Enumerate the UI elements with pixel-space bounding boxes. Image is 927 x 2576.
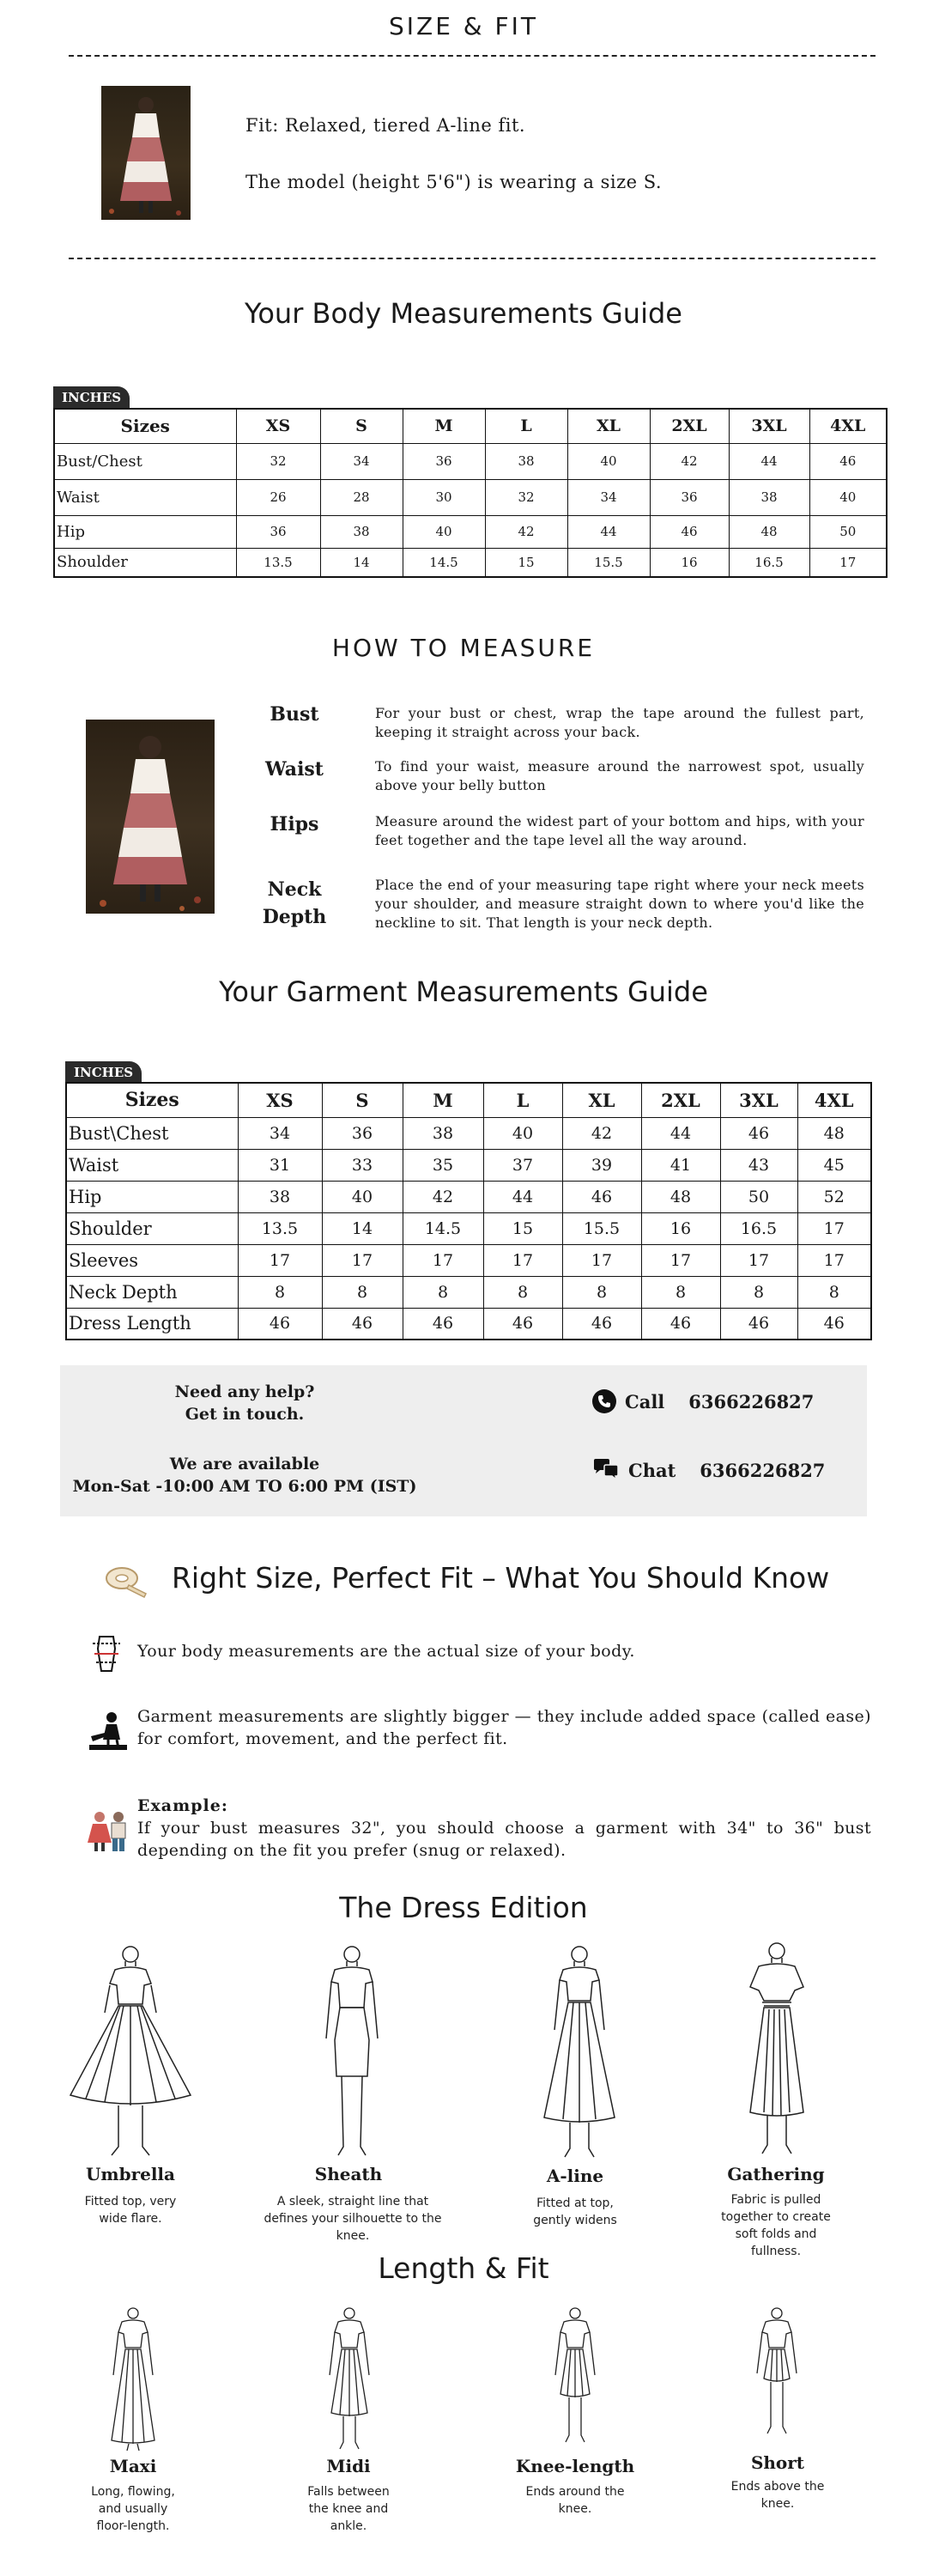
table-cell: 42 [485,515,567,548]
table-cell: 43 [720,1149,797,1181]
table-cell: 14 [320,548,403,577]
divider-bottom [69,258,876,259]
product-thumbnail[interactable] [101,86,191,220]
column-header: L [483,1083,562,1117]
table-cell: 46 [562,1181,641,1212]
table-cell: 30 [403,479,485,515]
chat-number[interactable]: 6366226827 [700,1459,826,1481]
chat-icon [592,1458,620,1482]
row-label: Hip [54,515,236,548]
table-cell: 32 [236,443,320,479]
garment-measure-text: Garment measurements are slightly bigger — they include added space (called ease) for comfort, movement, and the perfect fit. [137,1707,871,1748]
row-label: Waist [54,479,236,515]
call-contact[interactable] [592,1389,814,1413]
dress-name-umbrella: Umbrella [85,2164,175,2184]
table-cell: 17 [403,1244,483,1276]
garment-measurements-table [65,1082,872,1340]
body-guide-title: Your Body Measurements Guide [245,297,682,330]
column-header: 4XL [797,1083,871,1117]
umbrella-dress-illustration [62,1944,199,2159]
sheath-dress-illustration [309,1944,395,2159]
get-in-touch-text: Get in touch. [185,1405,305,1424]
body-measure-text: Your body measurements are the actual size of your body. [137,1642,635,1661]
column-header: XS [236,409,320,443]
length-name-short: Short [750,2452,805,2473]
table-cell: 36 [403,443,485,479]
garment-guide-title: Your Garment Measurements Guide [219,975,708,1008]
table-cell: 8 [322,1276,403,1308]
column-header: XL [567,409,650,443]
fit-description: Fit: Relaxed, tiered A-line fit. [245,115,526,136]
table-cell: 32 [485,479,567,515]
table-cell: 50 [809,515,887,548]
table-cell: 16.5 [729,548,809,577]
table-row [66,1308,871,1340]
table-cell: 38 [403,1117,483,1149]
table-cell: 17 [720,1244,797,1276]
dress-edition-title: The Dress Edition [339,1891,588,1924]
table-cell: 38 [485,443,567,479]
table-cell: 41 [641,1149,720,1181]
row-label: Dress Length [66,1308,238,1340]
column-header: Sizes [66,1083,238,1117]
measure-label-bust: Bust [270,703,319,726]
table-cell: 15 [483,1212,562,1244]
table-header-row [54,409,887,443]
table-cell: 36 [236,515,320,548]
table-cell: 16 [641,1212,720,1244]
column-header: S [320,409,403,443]
measure-desc-neck-depth: Place the end of your measuring tape right where your neck meets your shoulder, and measure straight down to where you'd like the neckline to sit. That length is your neck depth. [375,877,864,931]
measure-label-hips: Hips [270,813,319,835]
table-cell: 52 [797,1181,871,1212]
table-cell: 37 [483,1149,562,1181]
table-cell: 17 [322,1244,403,1276]
table-cell: 26 [236,479,320,515]
table-cell: 46 [483,1308,562,1340]
row-label: Shoulder [66,1212,238,1244]
length-fit-title: Length & Fit [378,2251,549,2285]
measure-desc-hips: Measure around the widest part of your bottom and hips, with your feet together and the tape level all the way around. [375,813,864,848]
chat-contact[interactable] [592,1458,825,1482]
table-cell: 36 [650,479,729,515]
measuring-tape-icon [103,1561,148,1599]
table-cell: 48 [797,1117,871,1149]
table-row [54,479,887,515]
table-cell: 34 [567,479,650,515]
column-header: XL [562,1083,641,1117]
column-header: M [403,409,485,443]
hours-text: Mon-Sat -10:00 AM TO 6:00 PM (IST) [72,1477,417,1496]
table-cell: 46 [720,1117,797,1149]
maxi-dress-illustration [94,2306,172,2452]
help-box [60,1365,867,1516]
call-label: Call [625,1390,665,1413]
dress-name-sheath: Sheath [314,2164,383,2184]
tailor-icon [86,1705,137,1753]
table-cell: 44 [567,515,650,548]
table-cell: 46 [809,443,887,479]
table-cell: 28 [320,479,403,515]
table-cell: 14.5 [403,548,485,577]
table-cell: 46 [238,1308,322,1340]
table-cell: 48 [641,1181,720,1212]
table-row [66,1244,871,1276]
table-row [66,1117,871,1149]
table-cell: 15 [485,548,567,577]
table-cell: 14.5 [403,1212,483,1244]
example-text-block [137,1795,871,1862]
table-cell: 40 [403,515,485,548]
column-header: 3XL [720,1083,797,1117]
table-cell: 42 [650,443,729,479]
dress-desc-umbrella: Fitted top, very wide flare. [84,2195,177,2226]
table-cell: 44 [483,1181,562,1212]
dress-desc-sheath: A sleek, straight line that defines your silhouette to the knee. [264,2195,442,2243]
table-cell: 31 [238,1149,322,1181]
model-size-note: The model (height 5'6") is wearing a size S. [245,172,663,192]
table-row [54,548,887,577]
column-header: Sizes [54,409,236,443]
table-cell: 17 [797,1212,871,1244]
table-cell: 44 [729,443,809,479]
length-name-midi: Midi [326,2456,371,2476]
table-cell: 40 [567,443,650,479]
length-desc-midi: Falls between the knee and ankle. [307,2485,390,2533]
table-cell: 50 [720,1181,797,1212]
dress-name-gathering: Gathering [727,2164,825,2184]
table-cell: 17 [797,1244,871,1276]
row-label: Waist [66,1149,238,1181]
length-desc-maxi: Long, flowing, and usually floor-length. [91,2485,175,2533]
table-row [54,443,887,479]
table-cell: 34 [320,443,403,479]
row-label: Sleeves [66,1244,238,1276]
table-cell: 15.5 [562,1212,641,1244]
table-row [66,1212,871,1244]
length-name-knee-length: Knee-length [515,2456,635,2476]
gathering-dress-illustration [730,1941,824,2155]
table-cell: 17 [238,1244,322,1276]
knee-length-dress-illustration [536,2306,614,2452]
row-label: Shoulder [54,548,236,577]
table-cell: 45 [797,1149,871,1181]
table-cell: 38 [238,1181,322,1212]
column-header: 3XL [729,409,809,443]
measure-desc-bust: For your bust or chest, wrap the tape around the fullest part, keeping it straight across your back. [375,705,864,740]
table-cell: 38 [320,515,403,548]
dress-desc-a-line: Fitted at top, gently widens [533,2196,617,2227]
row-label: Bust/Chest [54,443,236,479]
availability-text: We are available [169,1455,320,1473]
table-cell: 46 [641,1308,720,1340]
table-cell: 8 [238,1276,322,1308]
table-row [66,1276,871,1308]
table-cell: 8 [403,1276,483,1308]
column-header: 2XL [650,409,729,443]
table-cell: 40 [809,479,887,515]
column-header: 2XL [641,1083,720,1117]
table-cell: 46 [650,515,729,548]
table-header-row [66,1083,871,1117]
table-row [66,1149,871,1181]
how-to-measure-title: HOW TO MEASURE [331,634,596,662]
table-cell: 13.5 [236,548,320,577]
measure-model-photo [86,720,215,914]
table-cell: 17 [641,1244,720,1276]
phone-icon [592,1389,616,1413]
midi-dress-illustration [311,2306,388,2452]
table-cell: 16 [650,548,729,577]
table-cell: 46 [322,1308,403,1340]
table-cell: 46 [797,1308,871,1340]
table-cell: 46 [403,1308,483,1340]
column-header: 4XL [809,409,887,443]
row-label: Hip [66,1181,238,1212]
example-label: Example: [137,1796,228,1815]
table-cell: 46 [562,1308,641,1340]
table-cell: 17 [483,1244,562,1276]
couple-icon [86,1795,137,1843]
chat-label: Chat [628,1459,676,1481]
length-name-maxi: Maxi [109,2456,157,2476]
row-label: Bust\Chest [66,1117,238,1149]
table-row [66,1181,871,1212]
body-measure-note [86,1631,876,1680]
measure-label-waist: Waist [265,758,324,781]
garment-unit-tab: INCHES [65,1061,142,1084]
table-cell: 17 [562,1244,641,1276]
table-cell: 46 [720,1308,797,1340]
example-text: If your bust measures 32", you should choose a garment with 34" to 36" bust depending on the fit you prefer (snug or relaxed). [137,1819,871,1860]
body-unit-tab: INCHES [53,386,130,409]
table-cell: 8 [720,1276,797,1308]
table-cell: 36 [322,1117,403,1149]
table-cell: 8 [641,1276,720,1308]
measure-label-neck-depth: Neck Depth [262,878,327,928]
know-title: Right Size, Perfect Fit – What You Should Know [172,1561,830,1595]
table-row [54,515,887,548]
table-cell: 14 [322,1212,403,1244]
measure-desc-waist: To find your waist, measure around the narrowest spot, usually above your belly button [375,758,864,793]
short-dress-illustration [738,2306,815,2444]
dress-name-a-line: A-line [546,2166,604,2186]
table-cell: 39 [562,1149,641,1181]
table-cell: 40 [322,1181,403,1212]
table-cell: 42 [403,1181,483,1212]
a-line-dress-illustration [532,1944,627,2159]
table-cell: 17 [809,548,887,577]
row-label: Neck Depth [66,1276,238,1308]
column-header: XS [238,1083,322,1117]
size-fit-title: SIZE & FIT [388,12,538,40]
table-cell: 40 [483,1117,562,1149]
body-measurements-table [53,408,888,578]
need-help-text: Need any help? [174,1382,315,1401]
example-note [86,1795,876,1862]
dress-desc-gathering: Fabric is pulled together to create soft folds and fullness. [721,2193,831,2258]
table-cell: 34 [238,1117,322,1149]
table-cell: 42 [562,1117,641,1149]
divider-top [69,55,876,57]
table-cell: 44 [641,1117,720,1149]
table-cell: 8 [562,1276,641,1308]
table-cell: 15.5 [567,548,650,577]
table-cell: 13.5 [238,1212,322,1244]
garment-measure-note [86,1705,876,1753]
column-header: S [322,1083,403,1117]
table-cell: 35 [403,1149,483,1181]
table-cell: 38 [729,479,809,515]
column-header: M [403,1083,483,1117]
table-cell: 16.5 [720,1212,797,1244]
table-cell: 48 [729,515,809,548]
call-number[interactable]: 6366226827 [688,1390,815,1413]
column-header: L [485,409,567,443]
table-cell: 8 [483,1276,562,1308]
length-desc-short: Ends above the knee. [730,2480,825,2511]
table-cell: 8 [797,1276,871,1308]
length-desc-knee-length: Ends around the knee. [525,2485,625,2516]
table-cell: 33 [322,1149,403,1181]
body-measure-icon [86,1631,137,1680]
